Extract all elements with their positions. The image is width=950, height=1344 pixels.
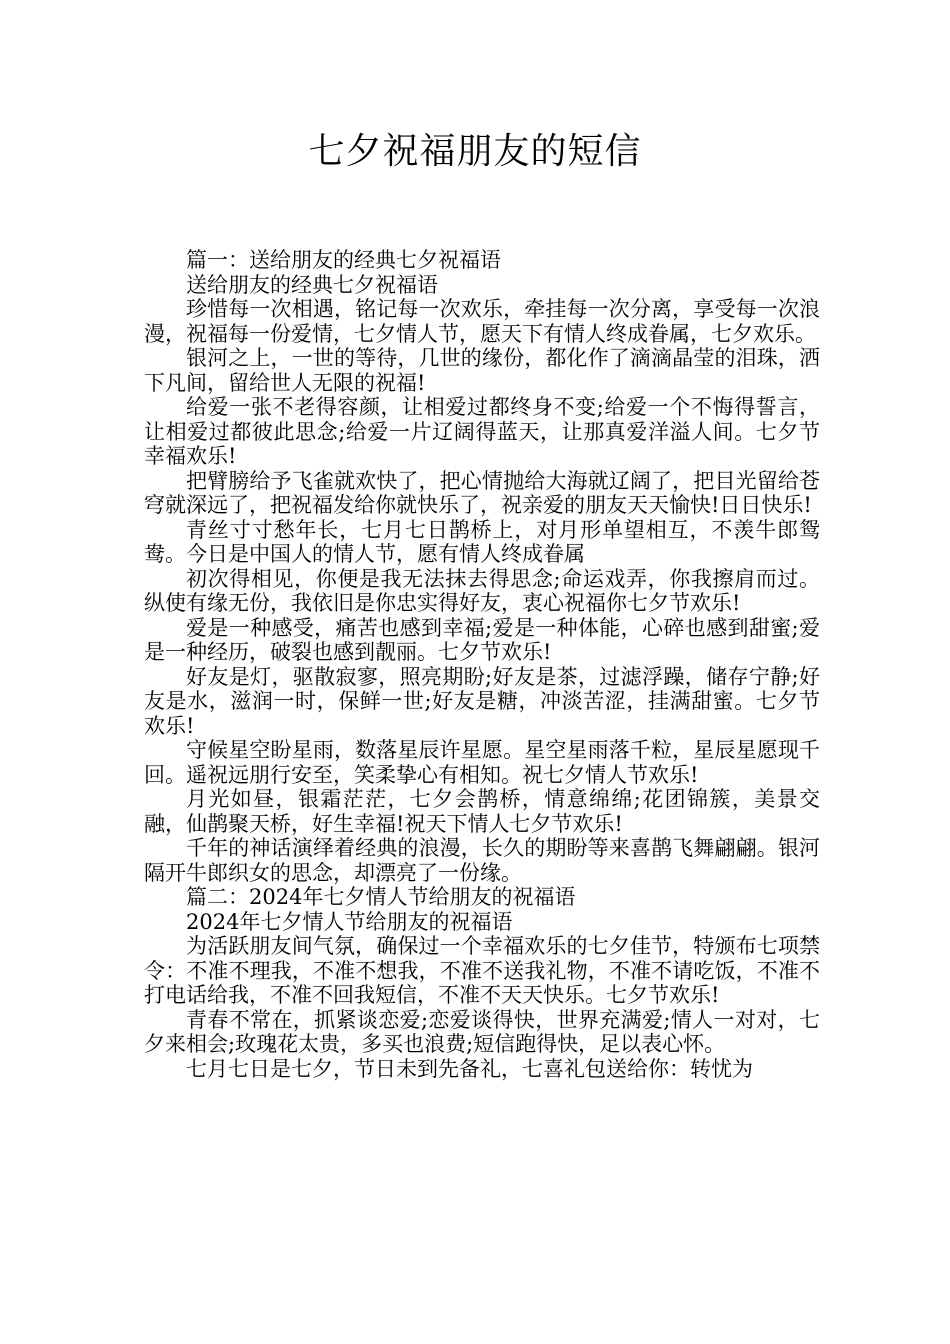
document-title: 七夕祝福朋友的短信 [308, 131, 642, 172]
paragraph: 银河之上，一世的等待，几世的缘份，都化作了滴滴晶莹的泪珠，洒下凡间，留给世人无限的祝福! [144, 346, 820, 395]
paragraph: 千年的神话演绎着经典的浪漫，长久的期盼等来喜鹊飞舞翩翩。银河隔开牛郎织女的思念，却漂亮了一份缘。 [144, 836, 820, 885]
paragraph: 珍惜每一次相遇，铭记每一次欢乐，牵挂每一次分离，享受每一次浪漫，祝福每一份爱情，七夕情人节，愿天下有情人终成眷属，七夕欢乐。 [144, 297, 820, 346]
section-subtitle-1: 送给朋友的经典七夕祝福语 [186, 272, 438, 297]
document-body [144, 248, 820, 1081]
paragraph: 青春不常在，抓紧谈恋爱;恋爱谈得快，世界充满爱;情人一对对，七夕来相会;玫瑰花太贵，多买也浪费;短信跑得快，足以表心怀。 [144, 1007, 820, 1056]
paragraph: 初次得相见，你便是我无法抹去得思念;命运戏弄，你我擦肩而过。纵使有缘无份，我依旧是你忠实得好友，衷心祝福你七夕节欢乐! [144, 566, 820, 615]
paragraph: 七月七日是七夕，节日未到先备礼，七喜礼包送给你：转忧为 [186, 1056, 753, 1081]
paragraph: 把臂膀给予飞雀就欢快了，把心情抛给大海就辽阔了，把目光留给苍穹就深远了，把祝福发给你就快乐了，祝亲爱的朋友天天愉快!日日快乐! [144, 468, 820, 517]
paragraph: 守候星空盼星雨，数落星辰许星愿。星空星雨落千粒，星辰星愿现千回。遥祝远朋行安至，笑柔挚心有相知。祝七夕情人节欢乐! [144, 738, 820, 787]
section-heading-2: 篇二：2024年七夕情人节给朋友的祝福语 [186, 885, 576, 909]
paragraph: 爱是一种感受，痛苦也感到幸福;爱是一种体能，心碎也感到甜蜜;爱是一种经历，破裂也感到靓丽。七夕节欢乐! [144, 615, 820, 664]
paragraph: 给爱一张不老得容颜，让相爱过都终身不变;给爱一个不悔得誓言，让相爱过都彼此思念;给爱一片辽阔得蓝天，让那真爱洋溢人间。七夕节幸福欢乐! [144, 395, 820, 468]
paragraph: 月光如昼，银霜茫茫，七夕会鹊桥，情意绵绵;花团锦簇，美景交融，仙鹊聚天桥，好生幸福!祝天下情人七夕节欢乐! [144, 787, 820, 836]
paragraph: 为活跃朋友间气氛，确保过一个幸福欢乐的七夕佳节，特颁布七项禁令：不准不理我，不准不想我，不准不送我礼物，不准不请吃饭，不准不打电话给我，不准不回我短信，不准不天天快乐。七夕节欢乐! [144, 934, 820, 1007]
paragraph: 好友是灯，驱散寂寥，照亮期盼;好友是茶，过滤浮躁，储存宁静;好友是水，滋润一时，保鲜一世;好友是糖，冲淡苦涩，挂满甜蜜。七夕节欢乐! [144, 664, 820, 738]
paragraph: 青丝寸寸愁年长，七月七日鹊桥上，对月形单望相互，不羡牛郎鸳鸯。今日是中国人的情人节，愿有情人终成眷属 [144, 517, 820, 566]
section-heading-1: 篇一：送给朋友的经典七夕祝福语 [186, 248, 501, 272]
section-subtitle-2: 2024年七夕情人节给朋友的祝福语 [186, 909, 513, 934]
